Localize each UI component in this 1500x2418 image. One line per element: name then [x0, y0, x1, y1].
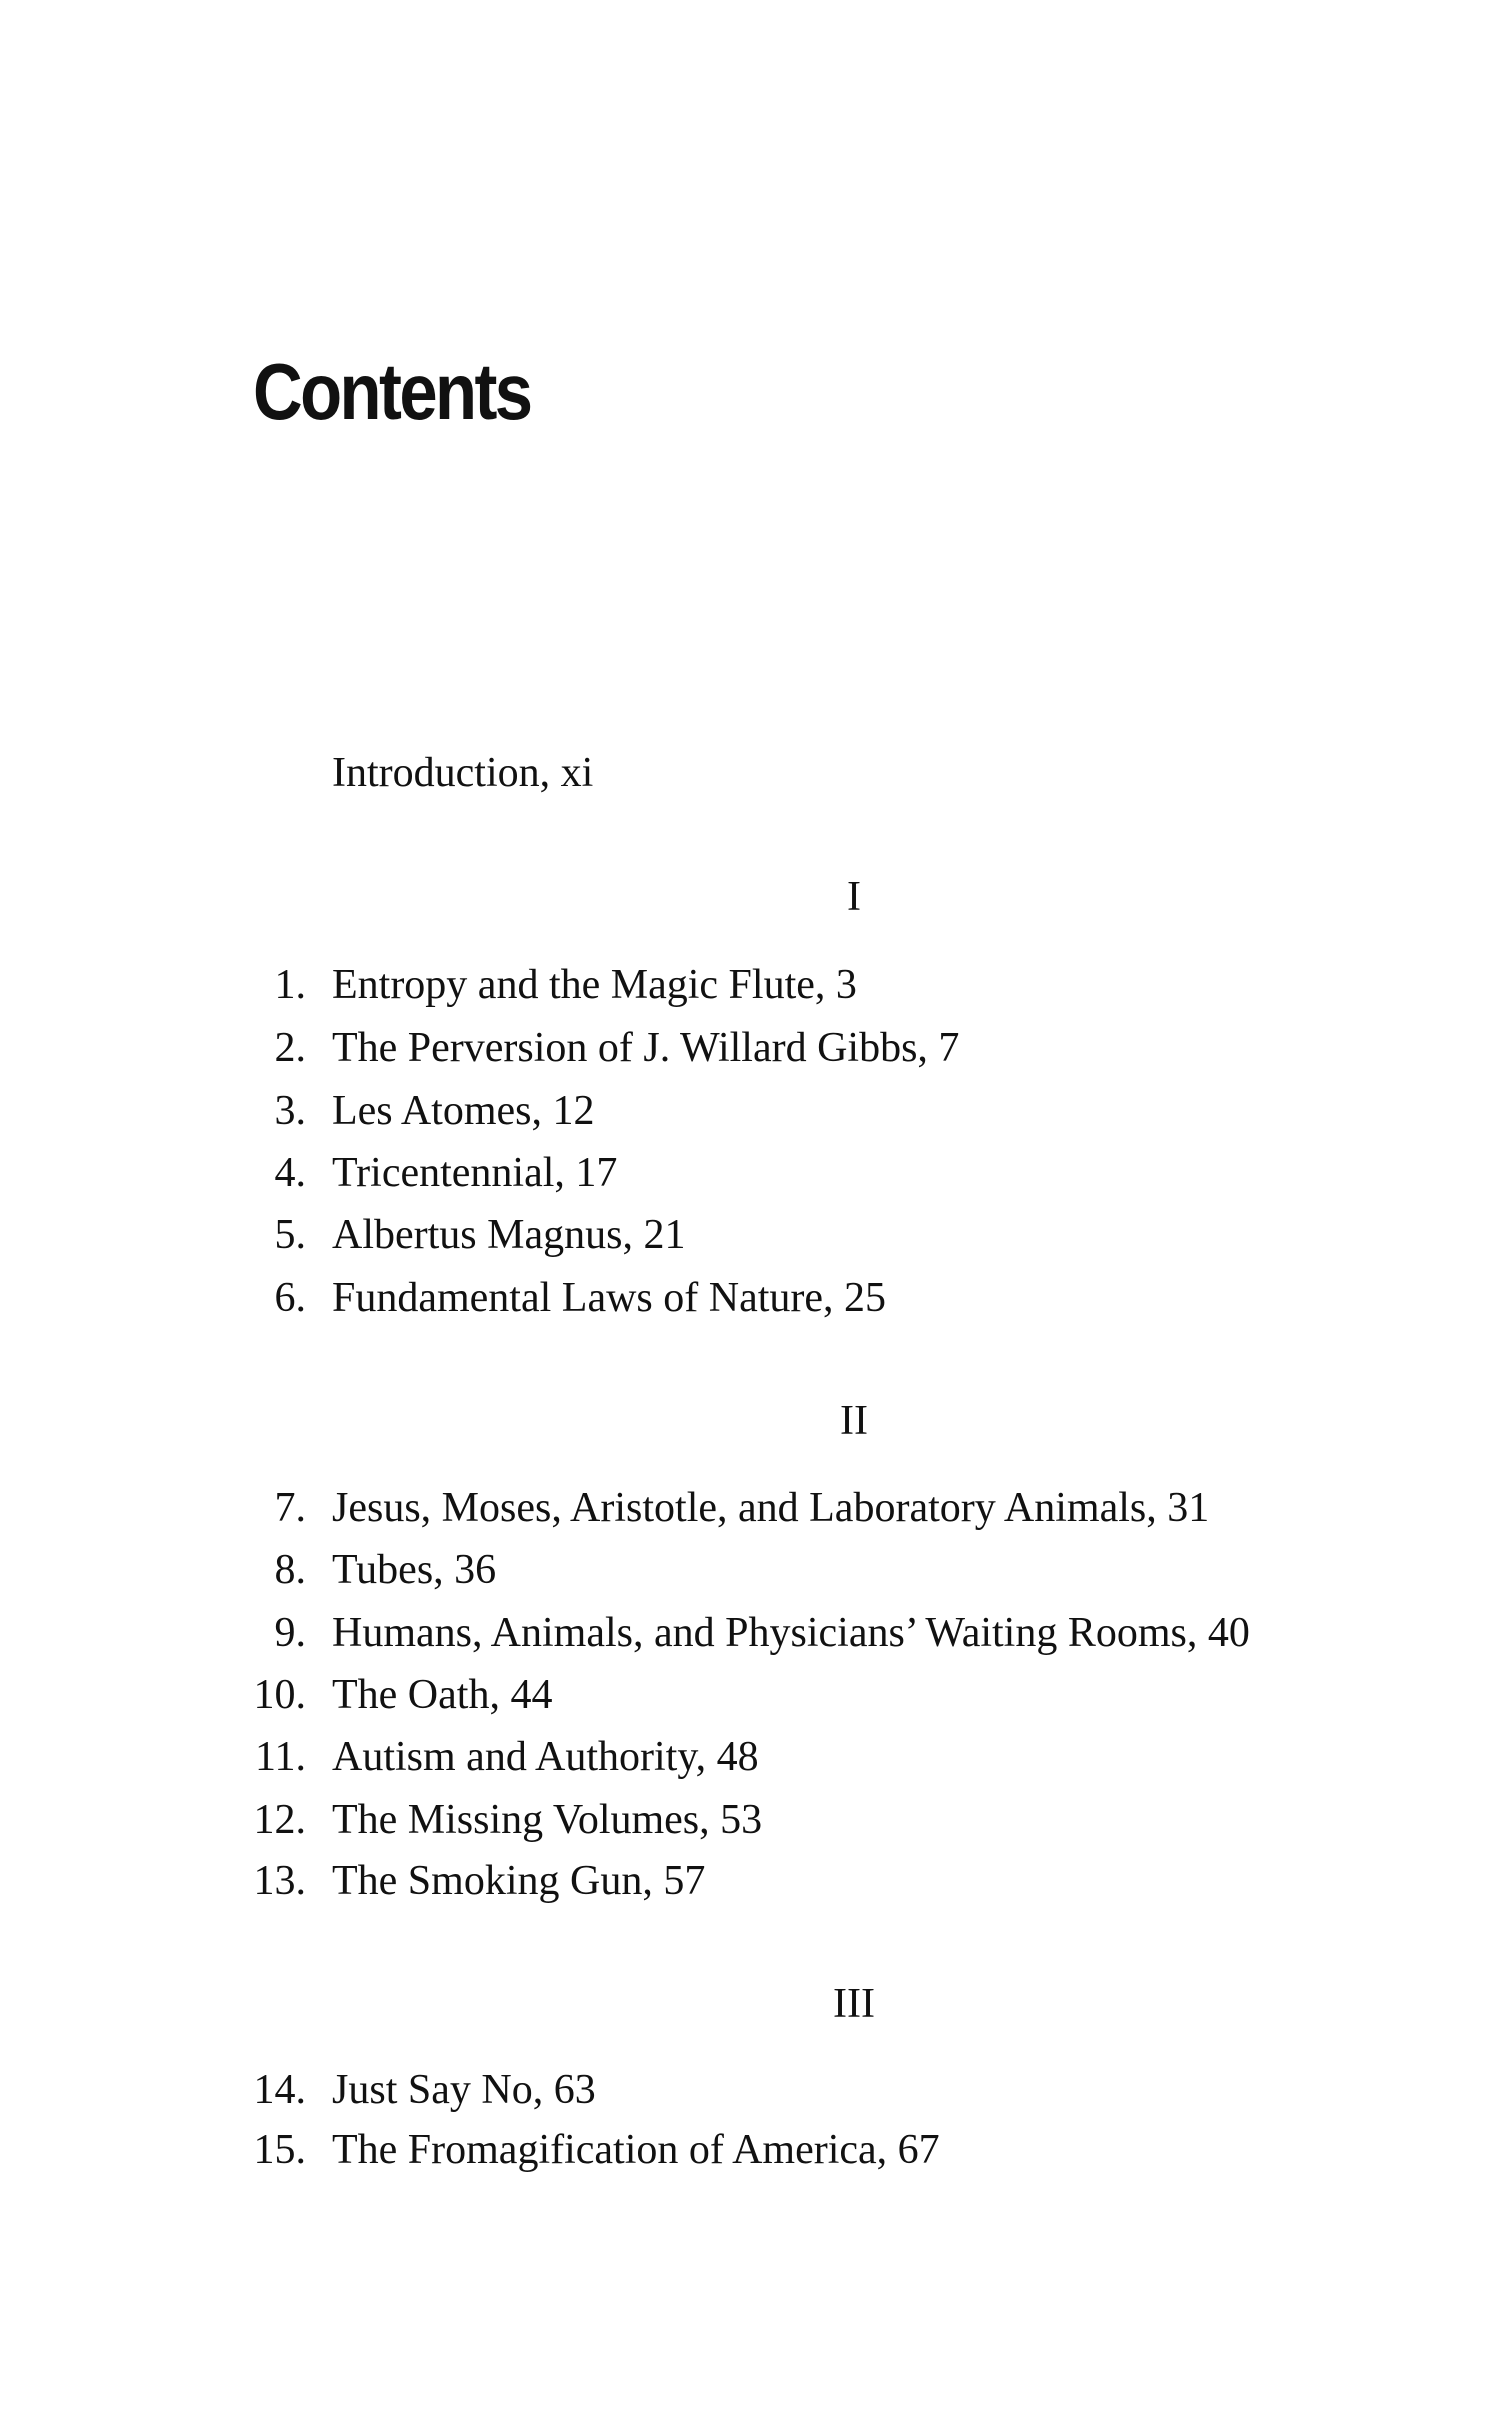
entry-number: 1.	[274, 962, 306, 1008]
entry-number: 11.	[255, 1734, 306, 1780]
part-label-i: I	[847, 874, 861, 920]
entry-title: Entropy and the Magic Flute, 3	[332, 962, 857, 1008]
entry-number: 5.	[274, 1212, 306, 1258]
entry-title: Albertus Magnus, 21	[332, 1212, 686, 1258]
entry-number: 9.	[274, 1610, 306, 1656]
entry-number: 12.	[253, 1797, 306, 1843]
part-label-iii: III	[833, 1981, 875, 2027]
entry-title: The Fromagification of America, 67	[332, 2127, 940, 2173]
entry-title: The Smoking Gun, 57	[332, 1858, 706, 1904]
page-title: Contents	[253, 347, 531, 436]
entry-title: Just Say No, 63	[332, 2067, 596, 2113]
entry-title: The Perversion of J. Willard Gibbs, 7	[332, 1025, 960, 1071]
entry-title: The Oath, 44	[332, 1672, 553, 1718]
entry-number: 7.	[274, 1485, 306, 1531]
entry-number: 8.	[274, 1547, 306, 1593]
part-label-ii: II	[840, 1398, 868, 1444]
entry-title: Autism and Authority, 48	[332, 1734, 759, 1780]
entry-title: Fundamental Laws of Nature, 25	[332, 1275, 887, 1321]
entry-title: Les Atomes, 12	[332, 1088, 595, 1134]
entry-number: 2.	[274, 1025, 306, 1071]
entry-number: 3.	[274, 1088, 306, 1134]
entry-number: 10.	[253, 1672, 306, 1718]
entry-number: 14.	[253, 2067, 306, 2113]
entry-title: Tricentennial, 17	[332, 1150, 618, 1196]
entry-number: 15.	[253, 2127, 306, 2173]
entry-title: Tubes, 36	[332, 1547, 497, 1593]
entry-number: 13.	[253, 1858, 306, 1904]
entry-title: Humans, Animals, and Physicians’ Waiting Rooms, 40	[332, 1610, 1250, 1656]
entry-title: The Missing Volumes, 53	[332, 1797, 763, 1843]
entry-number: 4.	[274, 1150, 306, 1196]
entry-number: 6.	[274, 1275, 306, 1321]
toc-introduction: Introduction, xi	[332, 750, 594, 796]
entry-title: Jesus, Moses, Aristotle, and Laboratory Animals, 31	[332, 1485, 1210, 1531]
